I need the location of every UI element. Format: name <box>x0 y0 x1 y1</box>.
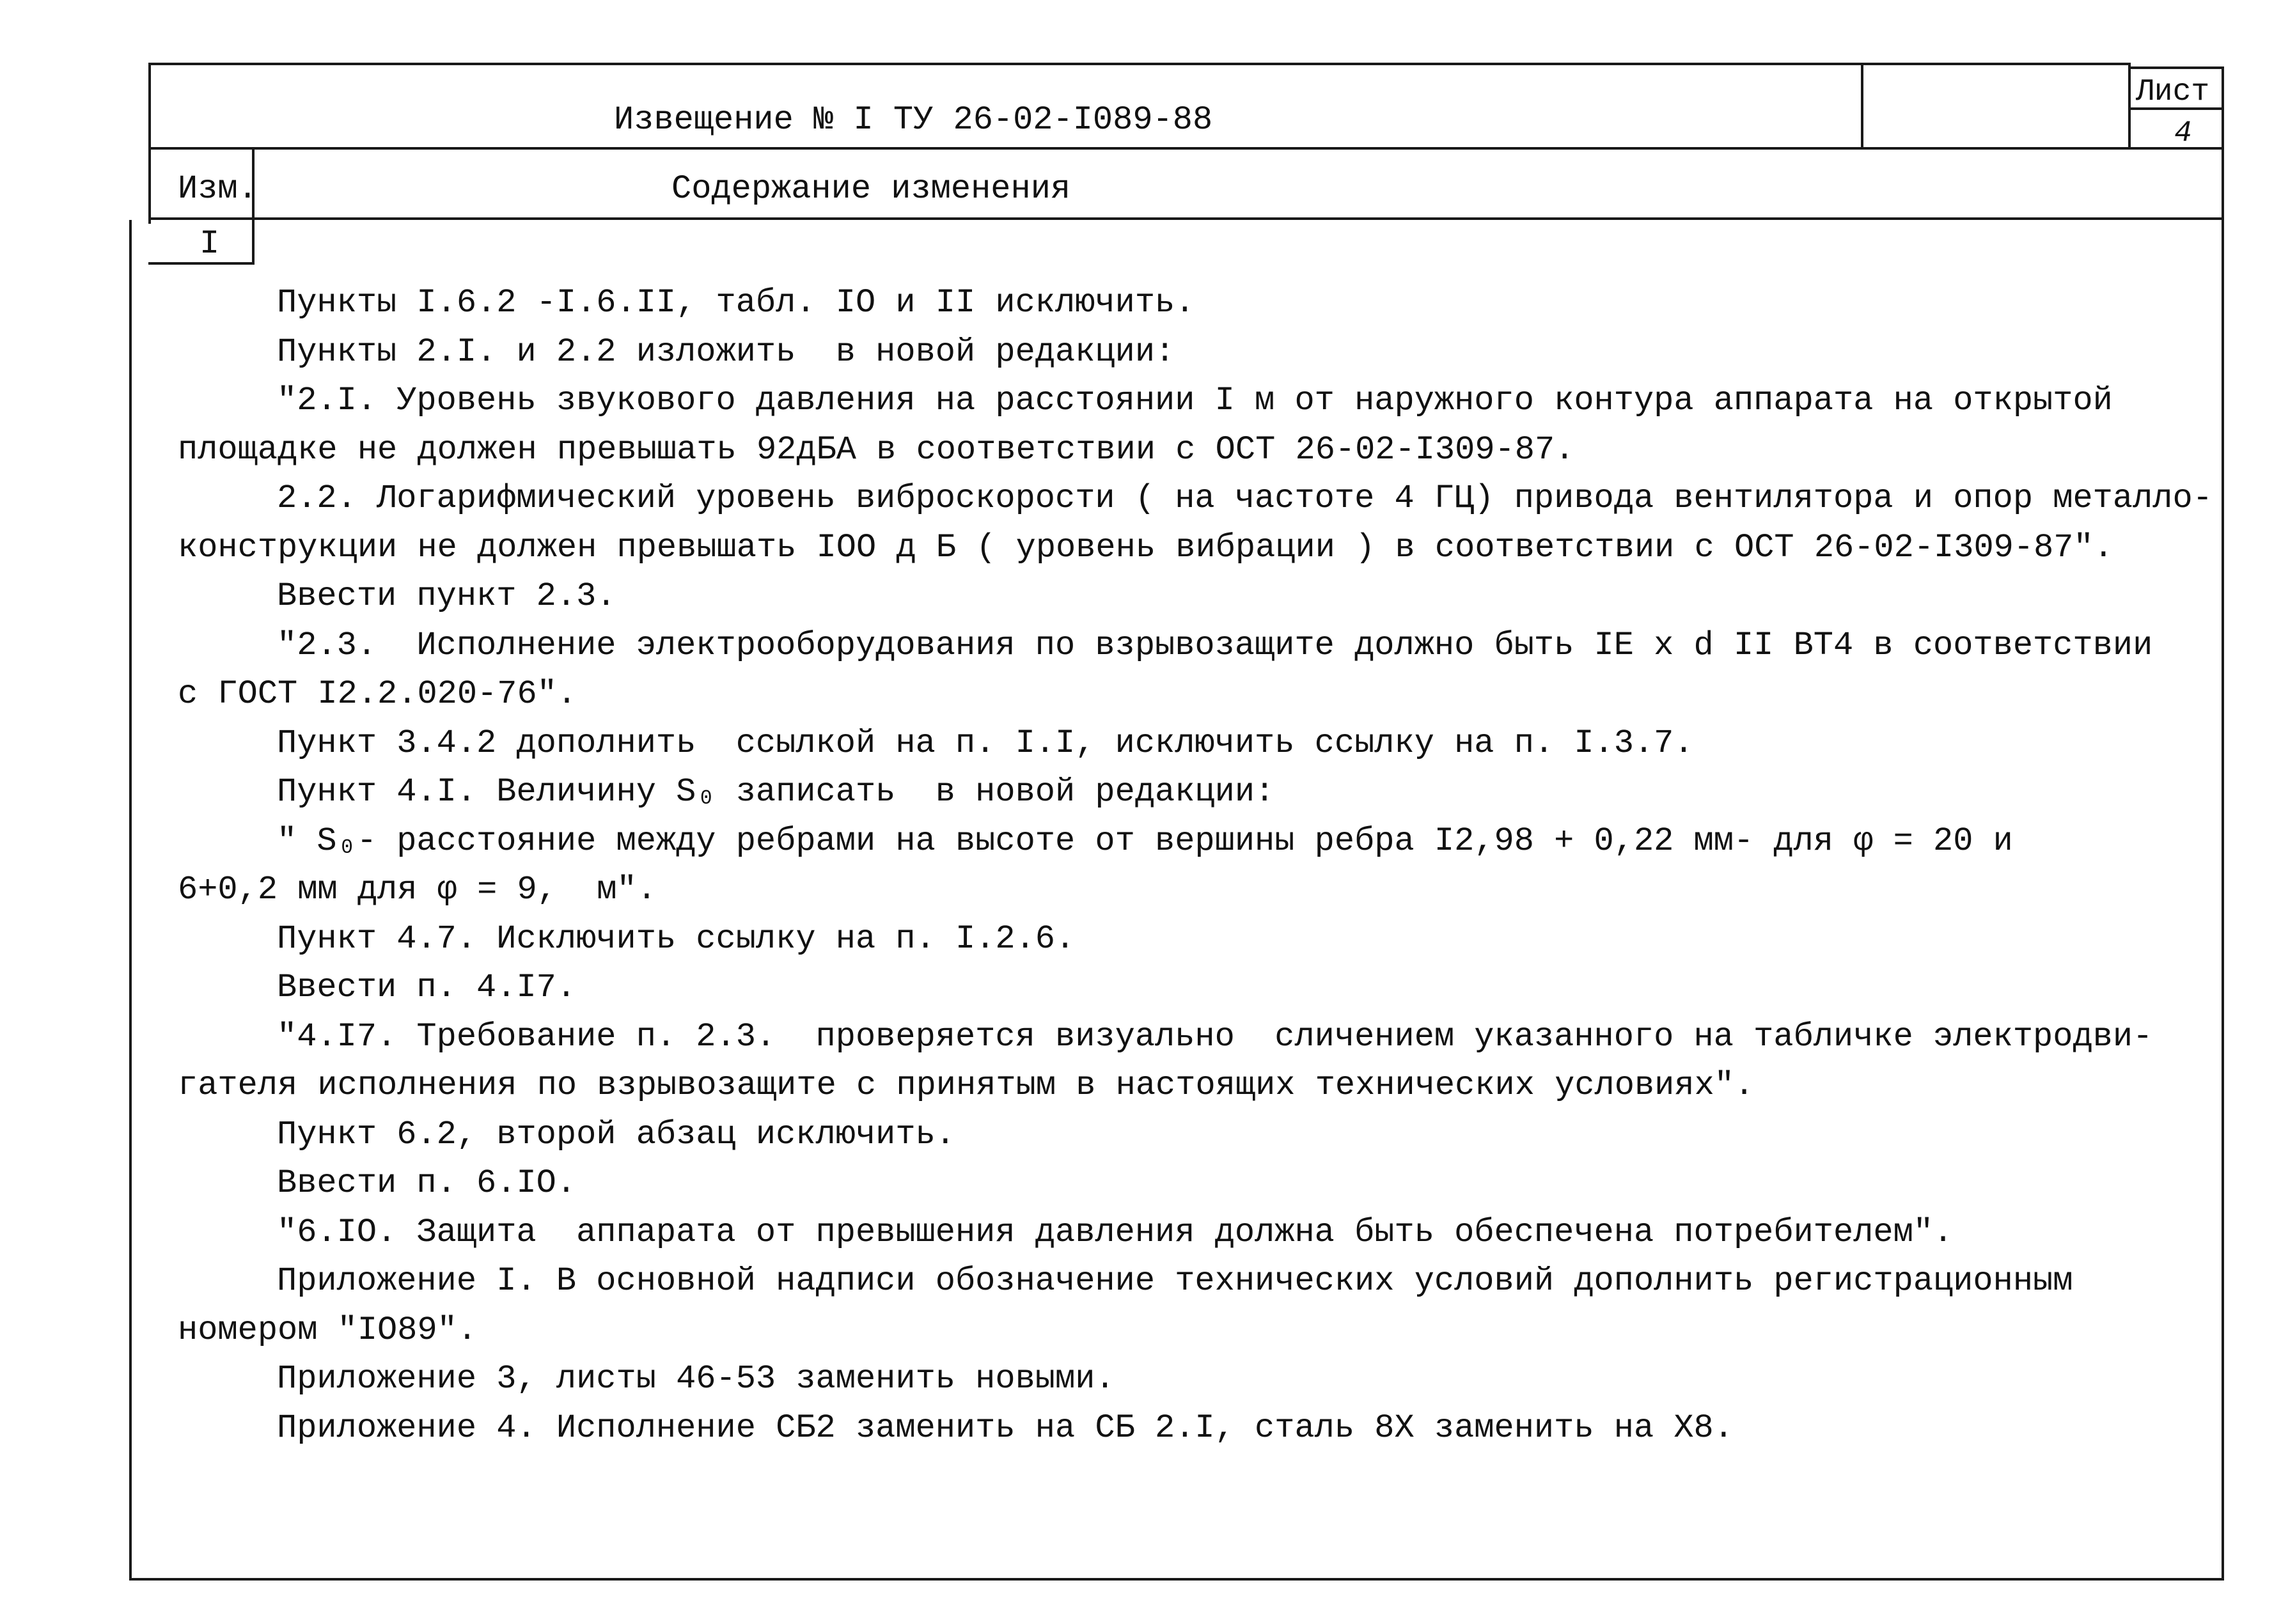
body-line: конструкции не должен превышать IOO д Б ( уровень вибрации ) в соответствии с ОСТ 26-02-I309-87". <box>178 528 2113 566</box>
body-line: Приложение 4. Исполнение СБ2 заменить на СБ 2.I, сталь 8X заменить на X8. <box>277 1409 1734 1447</box>
frame-left-line <box>148 63 151 224</box>
body-line: номером "IO89". <box>178 1311 478 1349</box>
body-line: Приложение 3, листы 46-53 заменить новыми. <box>277 1360 1115 1398</box>
body-line: площадке не должен превышать 92дБА в соответствии с ОСТ 26-02-I309-87. <box>178 430 1575 469</box>
change-content-body <box>179 279 2257 1453</box>
body-line: Пункт 3.4.2 дополнить ссылкой на п. I.I, исключить ссылку на п. I.3.7. <box>277 724 1694 762</box>
body-line: "4.I7. Требование п. 2.3. проверяется визуально сличением указанного на табличке электродви- <box>277 1017 2153 1056</box>
body-line: Ввести п. 4.I7. <box>277 969 577 1006</box>
body-line: Пункт 6.2, второй абзац исключить. <box>277 1115 955 1153</box>
sheet-number: 4 <box>2174 116 2192 150</box>
body-line: "2.3. Исполнение электрооборудования по взрывозащите должно быть IE x d II BT4 в соответствии <box>277 626 2153 664</box>
sheet-label: Лист <box>2136 75 2210 109</box>
sheet-cell-divider <box>2128 63 2131 150</box>
change-no-column-label: Изм. <box>178 170 258 208</box>
body-line: Ввести п. 6.IO. <box>277 1164 577 1202</box>
header-bottom-line <box>148 147 2224 150</box>
notice-title: Извещение № I ТУ 26-02-I089-88 <box>614 101 1213 139</box>
column-header-bottom-line <box>148 217 2224 220</box>
body-line: Ввести пункт 2.3. <box>277 577 616 615</box>
body-line: гателя исполнения по взрывозащите с принятым в настоящих технических условиях". <box>178 1066 1755 1104</box>
change-number: I <box>200 225 220 263</box>
body-line: Пункт 4.7. Исключить ссылку на п. I.2.6. <box>277 919 1076 958</box>
body-line: Пункты I.6.2 -I.6.II, табл. IO и II исключить. <box>277 284 1195 322</box>
header-cell-divider <box>1861 63 1863 150</box>
frame-top-line <box>148 63 2131 65</box>
body-line: Пункт 4.I. Величину S₀ записать в новой редакции: <box>277 773 1275 811</box>
body-line: 2.2. Логарифмический уровень виброскорости ( на частоте 4 ГЦ) привода вентилятора и опор металло- <box>277 480 2213 517</box>
body-line: Пункты 2.I. и 2.2 изложить в новой редакции: <box>277 332 1175 371</box>
body-line: 6+0,2 мм для φ = 9, м". <box>178 871 657 909</box>
frame-left-body-line <box>129 220 132 1581</box>
frame-bottom-line <box>129 1578 2224 1581</box>
body-line: "6.IO. Защита аппарата от превышения давления должна быть обеспечена потребителем". <box>277 1213 1954 1251</box>
body-line: с ГОСТ I2.2.020-76". <box>178 675 577 713</box>
body-line: Приложение I. В основной надписи обозначение технических условий дополнить регистрационным <box>277 1262 2073 1300</box>
body-line: "2.I. Уровень звукового давления на расстоянии I м от наружного контура аппарата на открытой <box>277 382 2113 419</box>
content-column-label: Содержание изменения <box>671 170 1071 208</box>
body-line: " S₀- расстояние между ребрами на высоте от вершины ребра I2,98 + 0,22 мм- для φ = 20 и <box>277 822 2013 860</box>
